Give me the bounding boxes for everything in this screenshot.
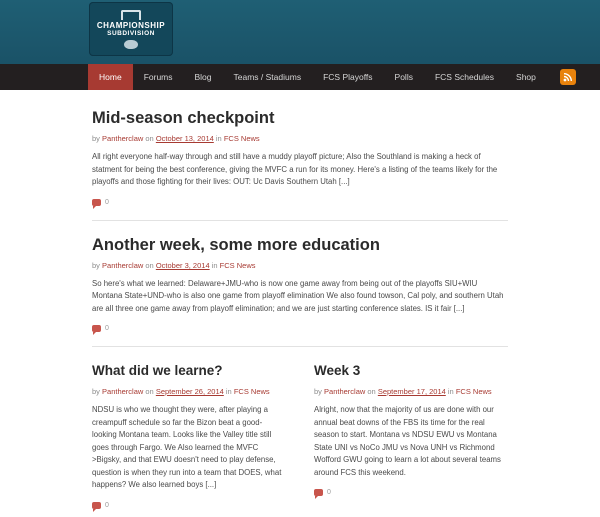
post-author-link[interactable]: Pantherclaw bbox=[102, 260, 144, 270]
rss-icon[interactable] bbox=[560, 69, 576, 85]
post-list bbox=[0, 90, 600, 517]
meta-in-label: in bbox=[215, 134, 222, 143]
post-item bbox=[92, 235, 508, 341]
post-title[interactable]: What did we learne? bbox=[92, 363, 223, 378]
post-author-link[interactable]: Pantherclaw bbox=[102, 134, 144, 143]
meta-in-label: in bbox=[225, 387, 232, 396]
comment-count-value: 0 bbox=[105, 501, 109, 509]
post-meta bbox=[92, 261, 508, 270]
site-banner bbox=[0, 0, 600, 64]
post-category-link[interactable]: FCS News bbox=[233, 387, 270, 396]
post-title[interactable]: Another week, some more education bbox=[92, 235, 380, 254]
logo-line-2: SUBDIVISION bbox=[107, 29, 155, 37]
post-meta bbox=[92, 387, 286, 396]
post-category-link[interactable]: FCS News bbox=[223, 134, 260, 143]
post-category-link[interactable]: FCS News bbox=[455, 387, 492, 396]
nav-item-polls[interactable]: Polls bbox=[394, 72, 413, 82]
post-date[interactable]: September 26, 2014 bbox=[155, 387, 224, 396]
meta-in-label: in bbox=[211, 260, 218, 270]
football-icon bbox=[124, 40, 138, 49]
meta-by-label: by bbox=[92, 260, 100, 270]
site-logo[interactable] bbox=[88, 2, 174, 58]
post-divider bbox=[92, 220, 508, 221]
post-item bbox=[92, 108, 508, 214]
post-item bbox=[314, 361, 508, 517]
nav-item-teams-stadiums[interactable]: Teams / Stadiums bbox=[233, 72, 302, 82]
post-divider bbox=[92, 346, 508, 347]
post-excerpt: So here's what we learned: Delaware+JMU-who is now one game away from being out of the playoffs SIU+WIU Montana State+UND-who is also one game from playoff elimination We also found towson, Cal poly, and southern Utah are all three one game away from playoff elimination; and we are just starting conference slates. IS it fair [...] bbox=[92, 278, 504, 313]
meta-by-label: by bbox=[92, 387, 100, 396]
nav-left-spacer bbox=[0, 64, 88, 90]
meta-on-label: on bbox=[367, 387, 376, 396]
meta-on-label: on bbox=[145, 387, 154, 396]
post-category-link[interactable]: FCS News bbox=[219, 260, 256, 270]
post-comment-count[interactable] bbox=[92, 502, 286, 509]
post-excerpt: Alright, now that the majority of us are done with our annual beat downs of the FBS its time for the real season to start. Montana vs NDSU EWU vs Montana State UNI vs NoCo JMU vs Nova UNH vs Richmond Wofford GWU going to learn a lot about several teams around FCS this weekend. bbox=[314, 405, 501, 477]
nav-item-fcs-schedules[interactable]: FCS Schedules bbox=[434, 72, 495, 82]
meta-on-label: on bbox=[145, 260, 154, 270]
nav-item-forums[interactable]: Forums bbox=[143, 72, 173, 82]
post-date[interactable]: October 13, 2014 bbox=[155, 134, 214, 143]
main-navigation bbox=[0, 64, 600, 90]
post-title[interactable]: Mid-season checkpoint bbox=[92, 109, 275, 127]
nav-item-home[interactable]: Home bbox=[88, 64, 133, 90]
nav-item-blog[interactable]: Blog bbox=[194, 72, 212, 82]
post-comment-count[interactable] bbox=[92, 325, 508, 332]
nav-item-shop[interactable]: Shop bbox=[516, 72, 536, 82]
post-title[interactable]: Week 3 bbox=[314, 363, 361, 378]
comment-bubble-icon bbox=[92, 325, 101, 332]
comment-count-value: 0 bbox=[327, 489, 331, 496]
post-item bbox=[92, 361, 286, 517]
comment-bubble-icon bbox=[314, 489, 323, 496]
post-comment-count[interactable] bbox=[92, 199, 508, 206]
meta-by-label: by bbox=[92, 134, 100, 143]
comment-count-value: 0 bbox=[105, 198, 109, 206]
post-columns bbox=[92, 361, 508, 517]
post-date[interactable]: September 17, 2014 bbox=[377, 387, 446, 396]
post-excerpt: All right everyone half-way through and still have a muddy playoff picture; Also the Southland is making a heck of statment for being the best conference, giving the MVFC a run for its money. Here's a listing of the teams likely for the playoffs and those fighting for their lives: OUT: Uc Davis Southern Utah [...] bbox=[92, 152, 498, 186]
post-date[interactable]: October 3, 2014 bbox=[155, 260, 210, 270]
goalpost-icon bbox=[121, 10, 141, 20]
meta-by-label: by bbox=[314, 387, 322, 396]
post-meta bbox=[92, 134, 508, 143]
meta-on-label: on bbox=[145, 134, 154, 143]
comment-count-value: 0 bbox=[105, 325, 109, 332]
post-meta bbox=[314, 387, 508, 396]
post-author-link[interactable]: Pantherclaw bbox=[324, 387, 366, 396]
comment-bubble-icon bbox=[92, 502, 101, 509]
post-excerpt: NDSU is who we thought they were, after playing a creampuff schedule so far the Bizon beat a good-looking Montana team. Looks like the Valley title still goes through Fargo. We Also learned the MVFC >Bigsky, and that EWU doesn't need to play defense, question is when they run into a team that DOES, what happens? We also learned boys [...] bbox=[92, 405, 282, 489]
nav-item-fcs-playoffs[interactable]: FCS Playoffs bbox=[323, 72, 373, 82]
meta-in-label: in bbox=[447, 387, 454, 396]
logo-line-1: CHAMPIONSHIP bbox=[96, 20, 166, 30]
logo-badge bbox=[89, 2, 173, 56]
comment-bubble-icon bbox=[92, 199, 101, 206]
post-author-link[interactable]: Pantherclaw bbox=[102, 387, 144, 396]
post-comment-count[interactable] bbox=[314, 489, 508, 496]
